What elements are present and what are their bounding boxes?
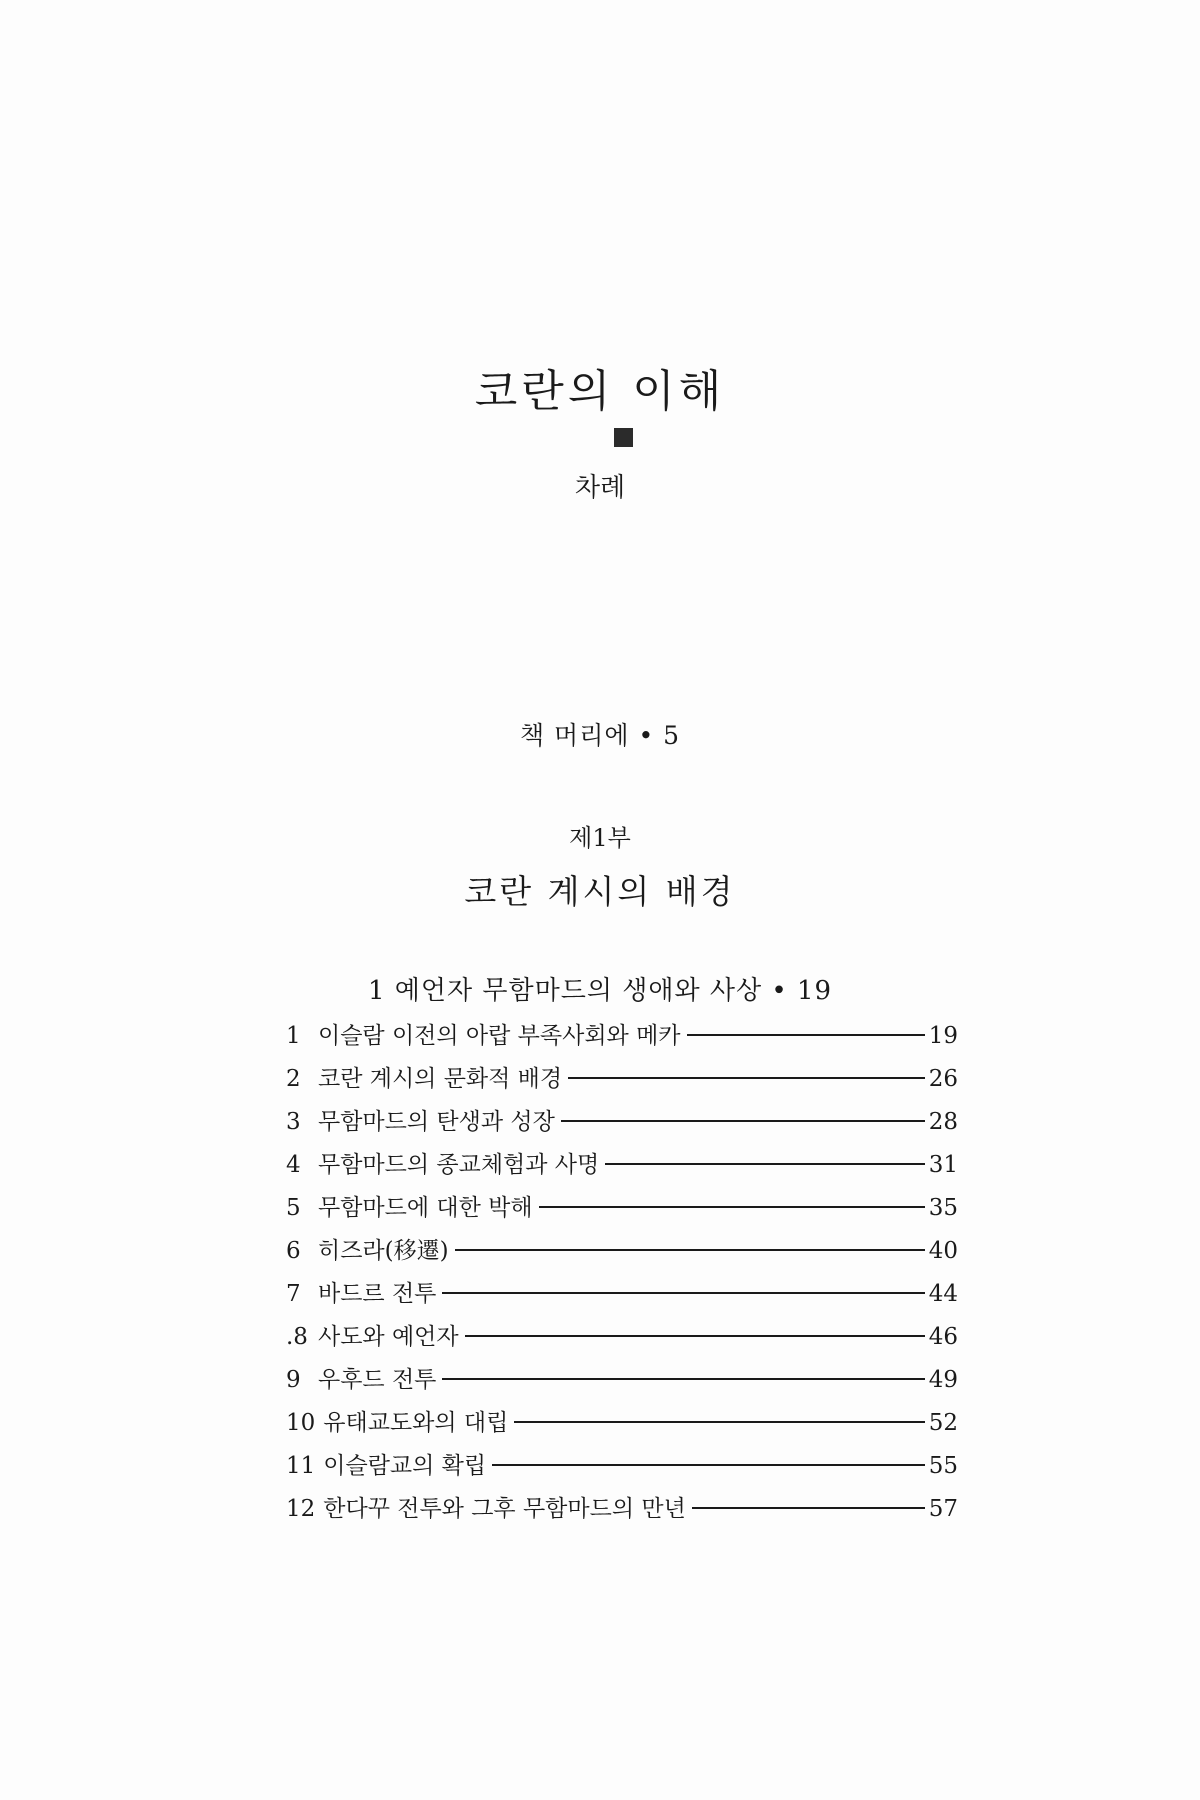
toc-entry-page: 35 xyxy=(928,1195,958,1221)
book-title: 코란의 이해 xyxy=(474,366,726,417)
toc-entry-number: 4 xyxy=(286,1152,301,1178)
toc-leader-line xyxy=(455,1249,925,1251)
toc-entry-number: 9 xyxy=(286,1367,301,1393)
toc-entry[interactable] xyxy=(286,1103,958,1146)
toc-leader-line xyxy=(442,1292,924,1294)
toc-entry-number: 3 xyxy=(286,1109,301,1135)
toc-entry[interactable] xyxy=(286,1232,958,1275)
preface-entry[interactable]: 책 머리에 • 5 xyxy=(519,721,681,750)
toc-entry-title: 이슬람교의 확립 xyxy=(323,1453,487,1479)
toc-leader-line xyxy=(605,1163,924,1165)
toc-entry-number: 10 xyxy=(286,1410,316,1436)
toc-entry-title: 바드르 전투 xyxy=(318,1281,437,1307)
toc-entry-page: 19 xyxy=(928,1023,958,1049)
toc-leader-line xyxy=(514,1421,924,1423)
toc-leader-line xyxy=(442,1378,924,1380)
toc-heading: 차례 xyxy=(574,473,626,503)
toc-entry-title: 무함마드에 대한 박해 xyxy=(318,1195,533,1221)
toc-list xyxy=(286,1017,958,1533)
toc-entry-page: 31 xyxy=(928,1152,958,1178)
toc-entry-number: 5 xyxy=(286,1195,301,1221)
toc-entry-title: 한다꾸 전투와 그후 무함마드의 만년 xyxy=(323,1496,686,1522)
toc-entry-number: 2 xyxy=(286,1066,301,1092)
toc-entry[interactable] xyxy=(286,1490,958,1533)
toc-entry-number: 1 xyxy=(286,1023,301,1049)
toc-entry-title: 히즈라(移遷) xyxy=(318,1238,449,1264)
toc-entry-number: 6 xyxy=(286,1238,301,1264)
toc-leader-line xyxy=(539,1206,925,1208)
toc-entry[interactable] xyxy=(286,1361,958,1404)
toc-entry-title: 사도와 예언자 xyxy=(318,1324,459,1350)
toc-entry-page: 46 xyxy=(928,1324,958,1350)
toc-entry[interactable] xyxy=(286,1060,958,1103)
toc-entry-number: 12 xyxy=(286,1496,316,1522)
toc-entry-page: 26 xyxy=(928,1066,958,1092)
toc-entry[interactable] xyxy=(286,1146,958,1189)
toc-entry[interactable] xyxy=(286,1318,958,1361)
toc-entry-page: 55 xyxy=(928,1453,958,1479)
toc-entry-page: 57 xyxy=(928,1496,958,1522)
toc-entry-title: 무함마드의 종교체험과 사명 xyxy=(318,1152,600,1178)
part-title: 코란 계시의 배경 xyxy=(464,872,736,911)
toc-entry-number: .8 xyxy=(286,1324,308,1350)
toc-leader-line xyxy=(568,1077,925,1079)
toc-entry-page: 49 xyxy=(928,1367,958,1393)
chapter-title[interactable]: 1 예언자 무함마드의 생애와 사상 • 19 xyxy=(367,976,833,1006)
part-label: 제1부 xyxy=(569,824,631,852)
toc-entry-page: 52 xyxy=(928,1410,958,1436)
toc-entry-number: 11 xyxy=(286,1453,316,1479)
toc-entry-page: 44 xyxy=(928,1281,958,1307)
toc-entry-title: 우후드 전투 xyxy=(318,1367,437,1393)
toc-entry[interactable] xyxy=(286,1447,958,1490)
toc-leader-line xyxy=(687,1034,925,1036)
square-ornament-icon xyxy=(614,428,633,447)
toc-entry-title: 이슬람 이전의 아랍 부족사회와 메카 xyxy=(318,1023,681,1049)
toc-entry[interactable] xyxy=(286,1189,958,1232)
toc-entry-number: 7 xyxy=(286,1281,301,1307)
toc-leader-line xyxy=(492,1464,925,1466)
toc-leader-line xyxy=(692,1507,925,1509)
toc-entry[interactable] xyxy=(286,1017,958,1060)
toc-entry[interactable] xyxy=(286,1404,958,1447)
toc-leader-line xyxy=(561,1120,925,1122)
toc-entry-title: 유태교도와의 대립 xyxy=(323,1410,509,1436)
toc-entry-page: 40 xyxy=(928,1238,958,1264)
toc-entry-page: 28 xyxy=(928,1109,958,1135)
toc-entry-title: 무함마드의 탄생과 성장 xyxy=(318,1109,555,1135)
toc-entry[interactable] xyxy=(286,1275,958,1318)
toc-entry-title: 코란 계시의 문화적 배경 xyxy=(318,1066,563,1092)
toc-leader-line xyxy=(465,1335,925,1337)
